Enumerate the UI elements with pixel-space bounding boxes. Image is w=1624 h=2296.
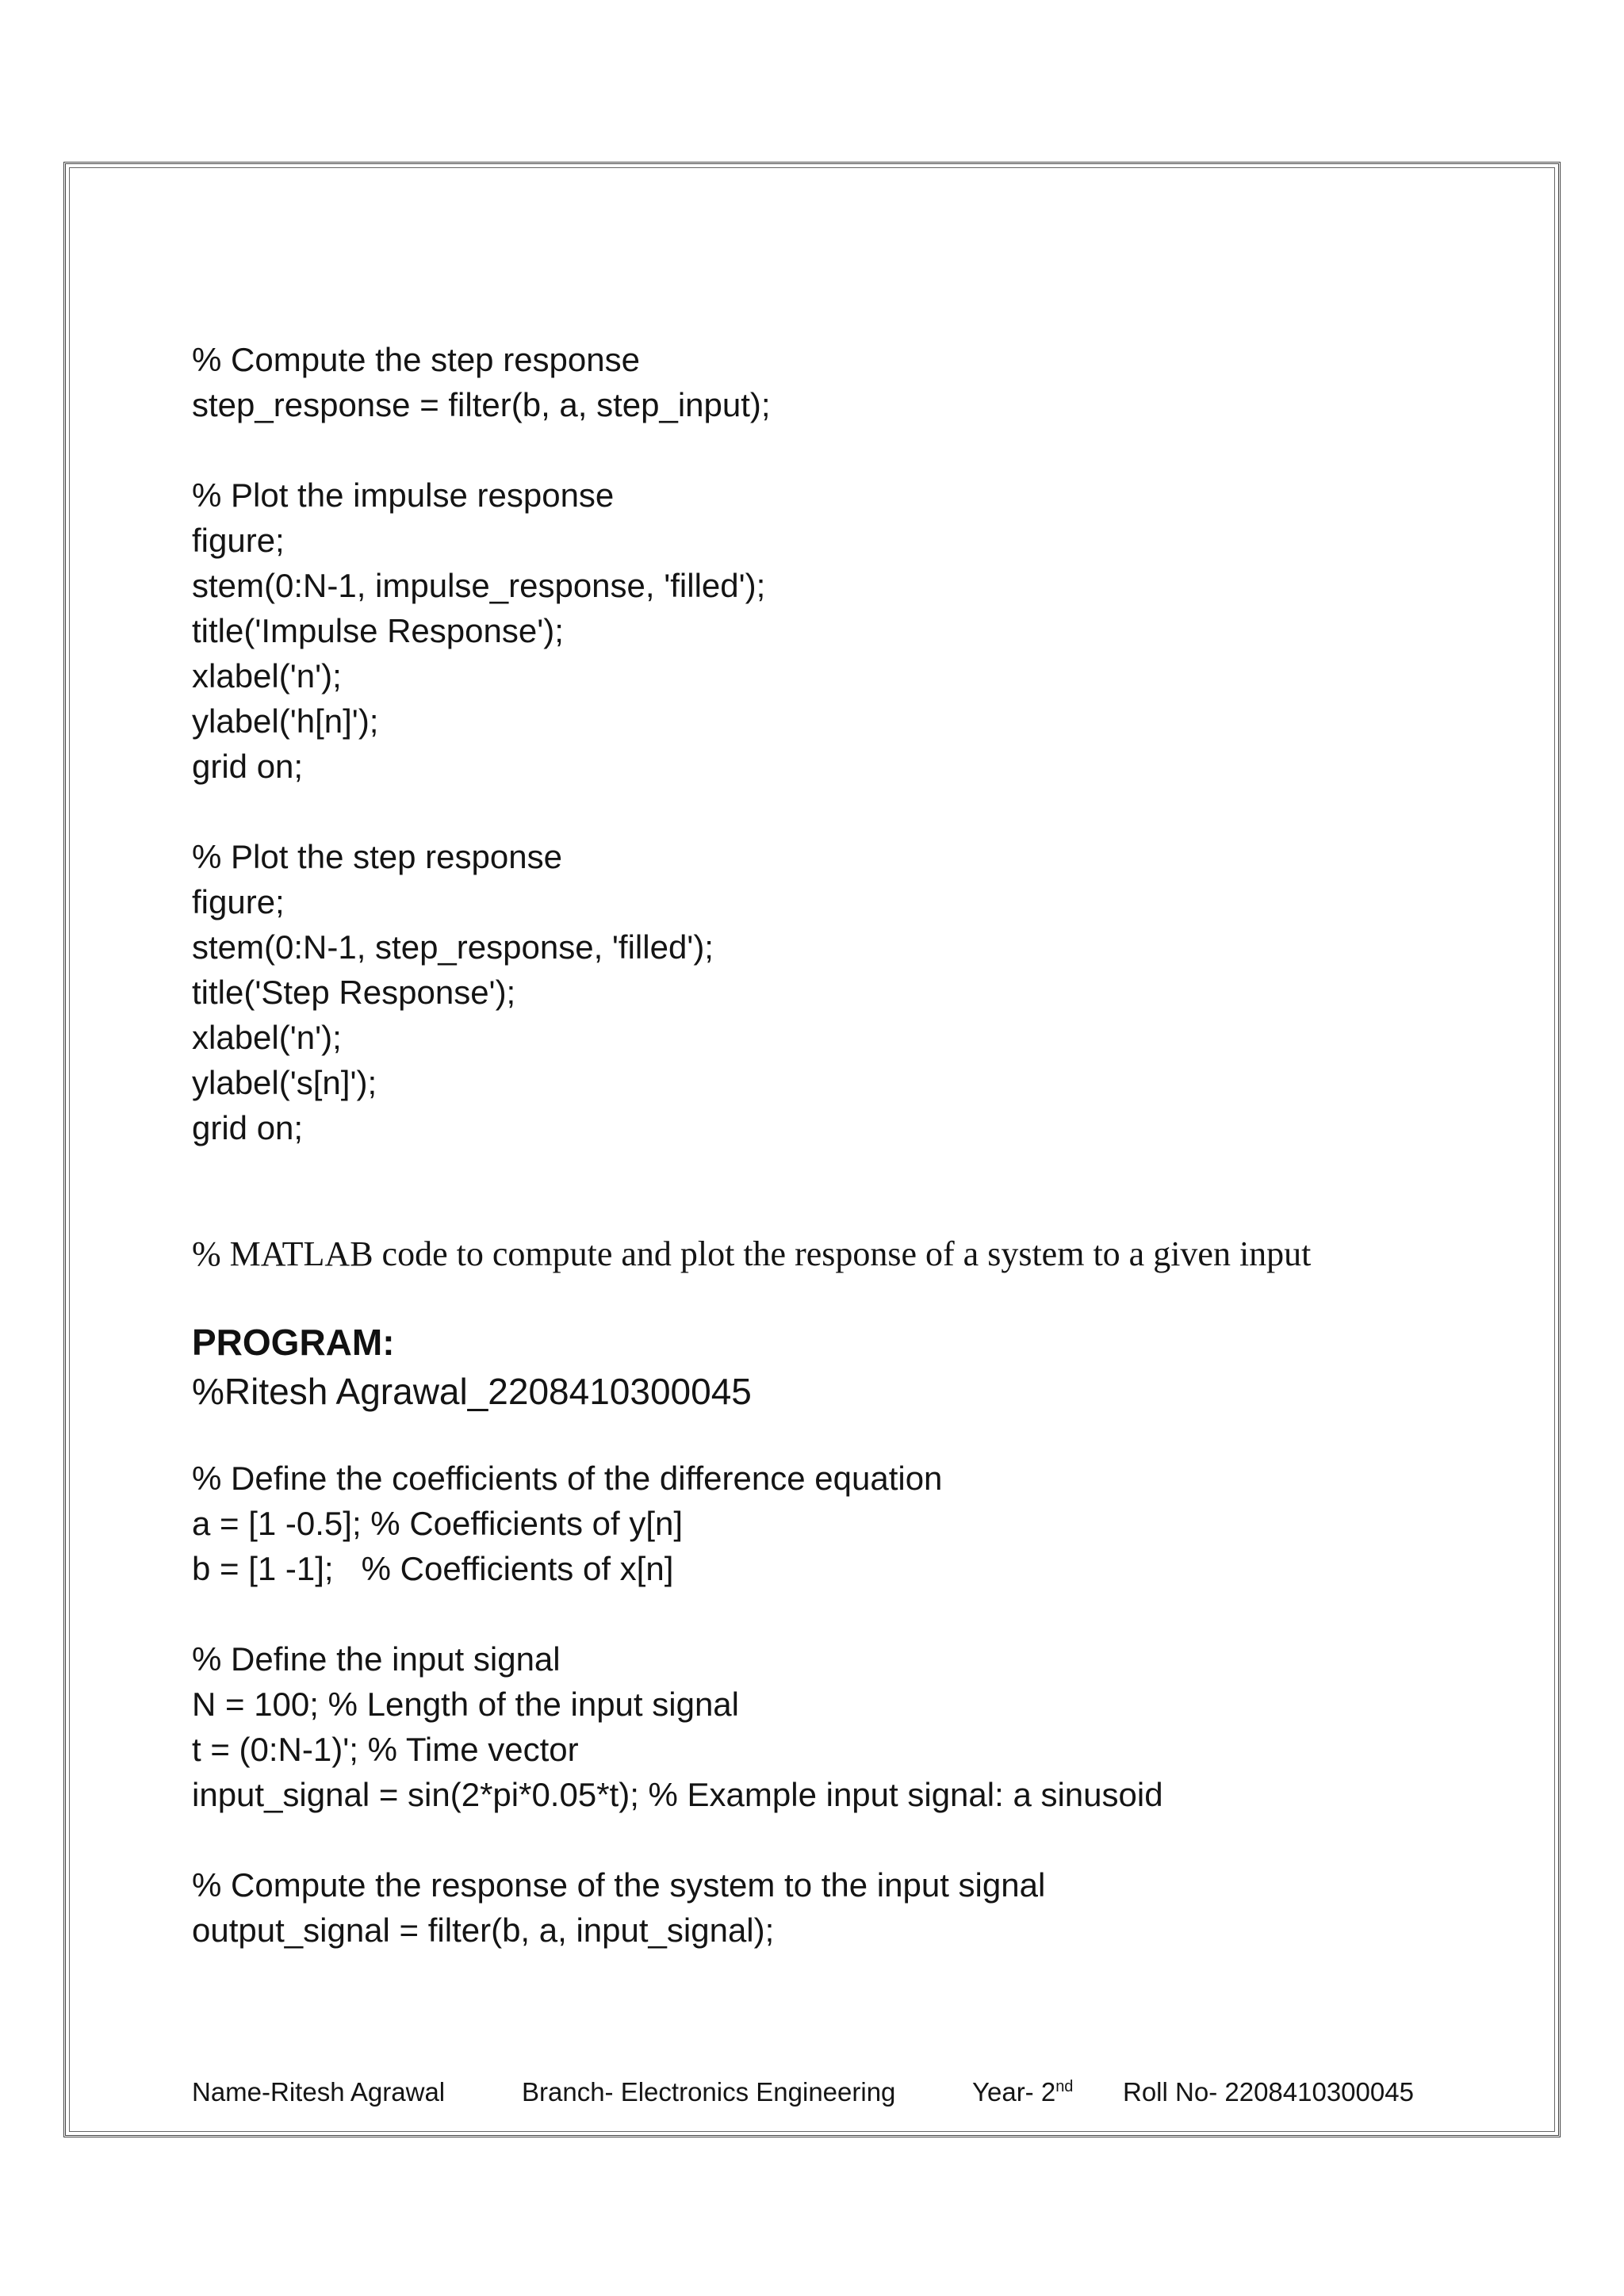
code-line — [192, 427, 771, 473]
program-label: PROGRAM: — [192, 1322, 395, 1363]
code-line: xlabel('n'); — [192, 657, 342, 695]
code-line: a = [1 -0.5]; % Coefficients of y[n] — [192, 1505, 684, 1542]
code-line: % Compute the response of the system to the input signal — [192, 1866, 1046, 1904]
code-line: % Plot the step response — [192, 838, 562, 875]
code-line: stem(0:N-1, step_response, 'filled'); — [192, 928, 714, 966]
code-line — [192, 789, 771, 834]
code-line: stem(0:N-1, impulse_response, 'filled'); — [192, 567, 766, 604]
footer-name: Name-Ritesh Agrawal — [192, 2077, 446, 2107]
code-line: ylabel('h[n]'); — [192, 702, 379, 740]
footer-roll: Roll No- 2208410300045 — [1123, 2077, 1414, 2107]
code-line: title('Step Response'); — [192, 974, 516, 1011]
code-line: figure; — [192, 522, 285, 559]
code-line: ylabel('s[n]'); — [192, 1064, 377, 1101]
page-footer — [192, 2072, 1477, 2112]
footer-year — [972, 2072, 1073, 2112]
code-line: title('Impulse Response'); — [192, 612, 564, 649]
code-line: b = [1 -1]; % Coefficients of x[n] — [192, 1550, 674, 1587]
code-line: output_signal = filter(b, a, input_signal); — [192, 1911, 775, 1949]
footer-year-suffix: nd — [1055, 2078, 1074, 2095]
code-line: t = (0:N-1)'; % Time vector — [192, 1731, 579, 1768]
code-line: grid on; — [192, 1109, 304, 1146]
code-line: % Define the input signal — [192, 1640, 561, 1678]
code-line: % Compute the step response — [192, 341, 640, 378]
code-block-top — [192, 337, 771, 1150]
footer-branch: Branch- Electronics Engineering — [522, 2077, 896, 2107]
section-comment: % MATLAB code to compute and plot the response of a system to a given input — [192, 1234, 1312, 1273]
code-line — [192, 1591, 1163, 1636]
code-line: figure; — [192, 883, 285, 920]
footer-year-prefix: Year- 2 — [972, 2077, 1056, 2107]
author-comment: %Ritesh Agrawal_2208410300045 — [192, 1371, 752, 1412]
code-line: input_signal = sin(2*pi*0.05*t); % Example input signal: a sinusoid — [192, 1776, 1163, 1813]
code-line: step_response = filter(b, a, step_input); — [192, 386, 771, 423]
code-line: % Define the coefficients of the difference equation — [192, 1460, 943, 1497]
code-line: grid on; — [192, 748, 304, 785]
code-line: xlabel('n'); — [192, 1019, 342, 1056]
code-block-bottom — [192, 1456, 1163, 1953]
code-line — [192, 1817, 1163, 1862]
code-line: N = 100; % Length of the input signal — [192, 1686, 739, 1723]
code-line: % Plot the impulse response — [192, 476, 615, 514]
